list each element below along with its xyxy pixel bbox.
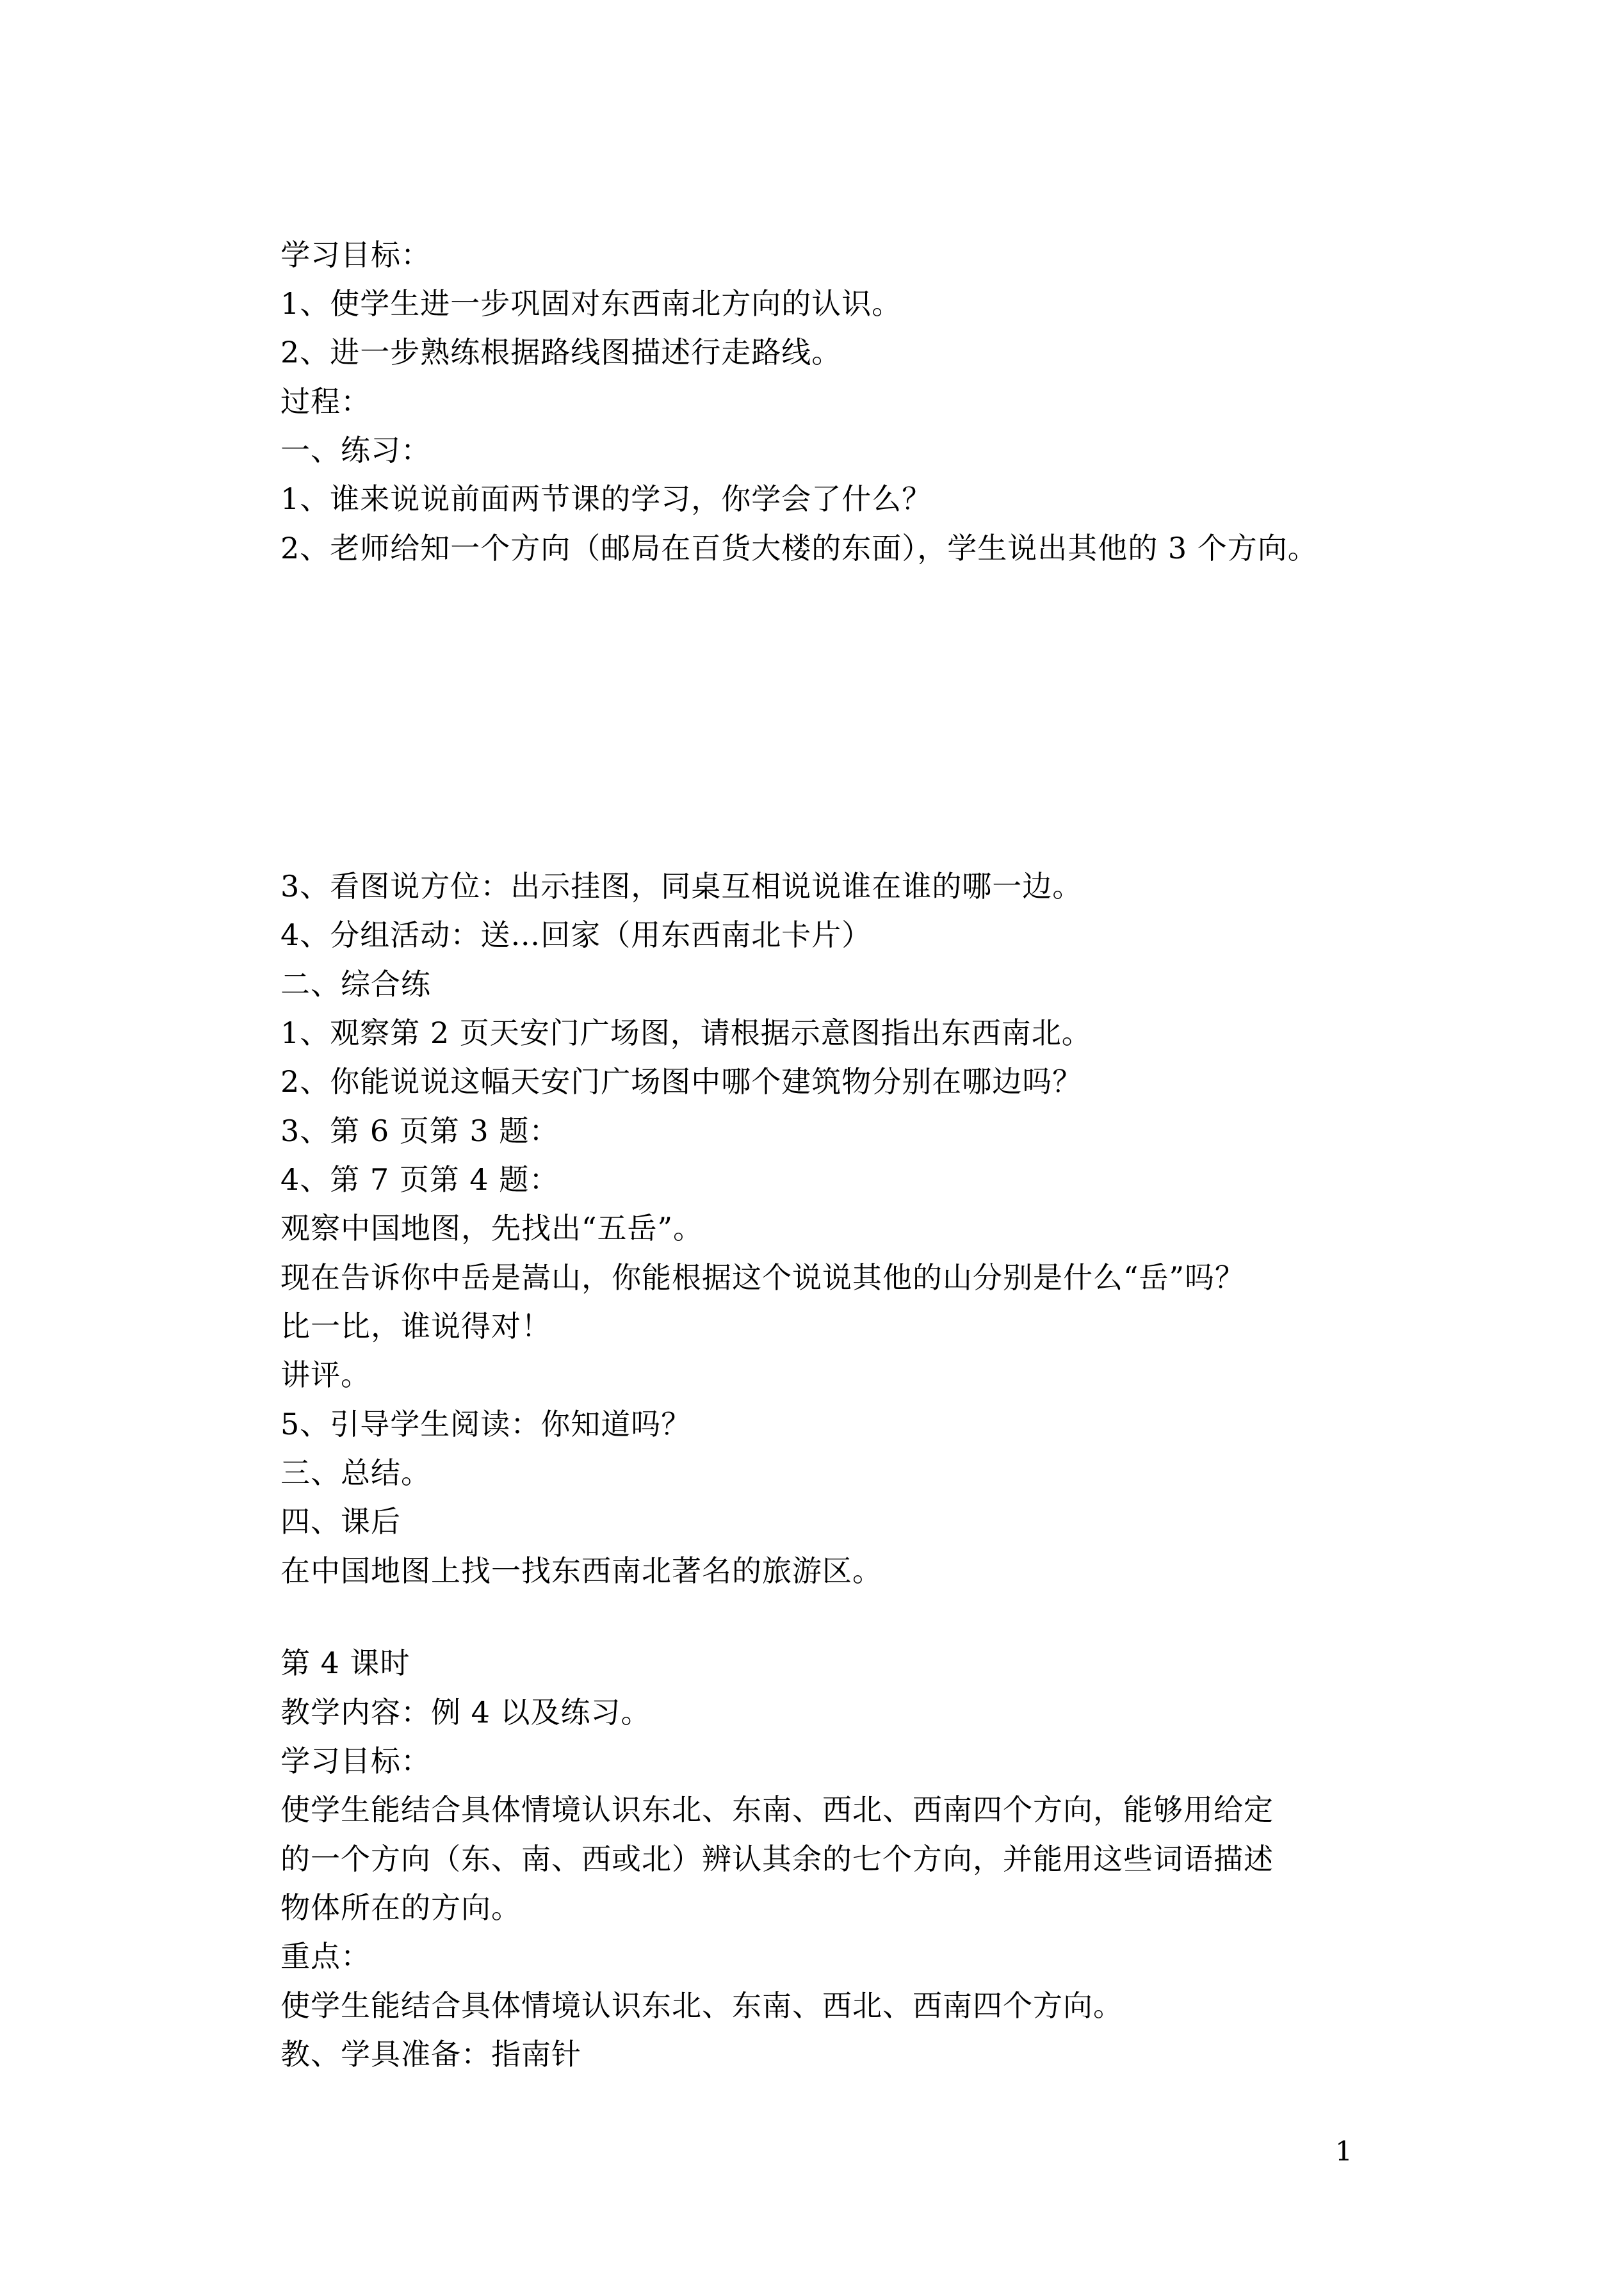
section-practice: 一、练习： xyxy=(280,433,431,467)
goal-paragraph-line-2: 的一个方向（东、南、西或北）辨认其余的七个方向，并能用这些词语描述 xyxy=(280,1842,1274,1876)
section-summary: 三、总结。 xyxy=(280,1456,431,1490)
comprehensive-item-4: 4、第 7 页第 4 题： xyxy=(280,1162,560,1197)
after-class-task: 在中国地图上找一找东西南北著名的旅游区。 xyxy=(280,1553,882,1588)
goal-paragraph-line-3: 物体所在的方向。 xyxy=(280,1890,521,1925)
teaching-content: 教学内容：例 4 以及练习。 xyxy=(280,1695,651,1730)
comprehensive-item-3: 3、第 6 页第 3 题： xyxy=(280,1114,560,1148)
practice-item-4: 4、分组活动：送…回家（用东西南北卡片） xyxy=(280,918,872,952)
practice-item-1: 1、谁来说说前面两节课的学习，你学会了什么？ xyxy=(280,482,932,516)
comprehensive-item-1: 1、观察第 2 页天安门广场图，请根据示意图指出东西南北。 xyxy=(280,1016,1092,1050)
compare-text: 比一比，谁说得对！ xyxy=(280,1309,551,1343)
heading-learning-goals-2: 学习目标： xyxy=(280,1744,431,1778)
heading-learning-goals: 学习目标： xyxy=(280,238,431,272)
comprehensive-item-2: 2、你能说说这幅天安门广场图中哪个建筑物分别在哪边吗？ xyxy=(280,1064,1083,1099)
section-comprehensive: 二、综合练 xyxy=(280,967,431,1002)
goal-item-2: 2、进一步熟练根据路线图描述行走路线。 xyxy=(280,335,842,369)
comprehensive-item-5: 5、引导学生阅读：你知道吗？ xyxy=(280,1407,692,1441)
practice-item-2: 2、老师给知一个方向（邮局在百货大楼的东面），学生说出其他的 3 个方向。 xyxy=(280,531,1318,565)
goal-item-1: 1、使学生进一步巩固对东西南北方向的认识。 xyxy=(280,286,902,321)
goal-paragraph-line-1: 使学生能结合具体情境认识东北、东南、西北、西南四个方向，能够用给定 xyxy=(280,1792,1274,1827)
page-number: 1 xyxy=(1335,2136,1352,2167)
section-after-class: 四、课后 xyxy=(280,1504,401,1539)
heading-process: 过程： xyxy=(280,384,371,419)
heading-key-points: 重点： xyxy=(280,1939,371,1974)
mountain-question-text: 现在告诉你中岳是嵩山，你能根据这个说说其他的山分别是什么“岳”吗？ xyxy=(280,1260,1246,1295)
review-text: 讲评。 xyxy=(280,1358,371,1392)
practice-item-3: 3、看图说方位：出示挂图，同桌互相说说谁在谁的哪一边。 xyxy=(280,869,1083,904)
map-observation-text: 观察中国地图，先找出“五岳”。 xyxy=(280,1211,704,1245)
lesson-4-heading: 第 4 课时 xyxy=(280,1646,410,1680)
key-point-text: 使学生能结合具体情境认识东北、东南、西北、西南四个方向。 xyxy=(280,1988,1123,2023)
materials-text: 教、学具准备：指南针 xyxy=(280,2037,581,2072)
